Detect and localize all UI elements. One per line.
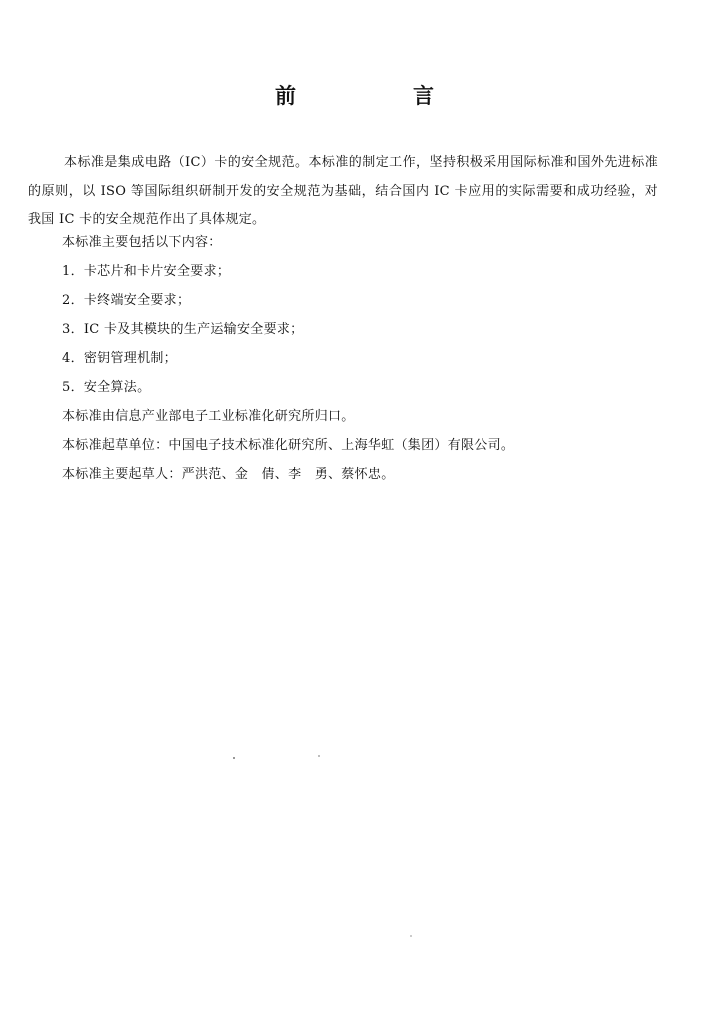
page-title: 前 言 (275, 84, 482, 108)
content-scope-heading: 本标准主要包括以下内容： (62, 235, 222, 250)
list-item: 1．卡芯片和卡片安全要求； (62, 264, 231, 279)
list-item: 2．卡终端安全要求； (62, 293, 191, 308)
responsible-organization-line: 本标准由信息产业部电子工业标准化研究所归口。 (62, 409, 355, 424)
drafting-units-line: 本标准起草单位：中国电子技术标准化研究所、上海华虹（集团）有限公司。 (62, 438, 515, 453)
list-item: 5．安全算法。 (62, 380, 151, 395)
scan-speck (410, 935, 412, 937)
list-item: 4．密钥管理机制； (62, 351, 177, 366)
intro-paragraph: 本标准是集成电路（IC）卡的安全规范。本标准的制定工作，坚持积极采用国际标准和国外先进标准的原则，以 ISO 等国际组织研制开发的安全规范为基础，结合国内 IC 卡应用的实际需要和成功经验，对我国 IC 卡的安全规范作出了具体规定。 (28, 155, 658, 227)
scan-speck (318, 755, 320, 757)
list-item: 3．IC 卡及其模块的生产运输安全要求； (62, 322, 304, 337)
drafters-line: 本标准主要起草人：严洪范、金 倩、李 勇、蔡怀忠。 (62, 467, 395, 482)
content-lines (62, 228, 662, 489)
scan-speck (233, 757, 235, 759)
